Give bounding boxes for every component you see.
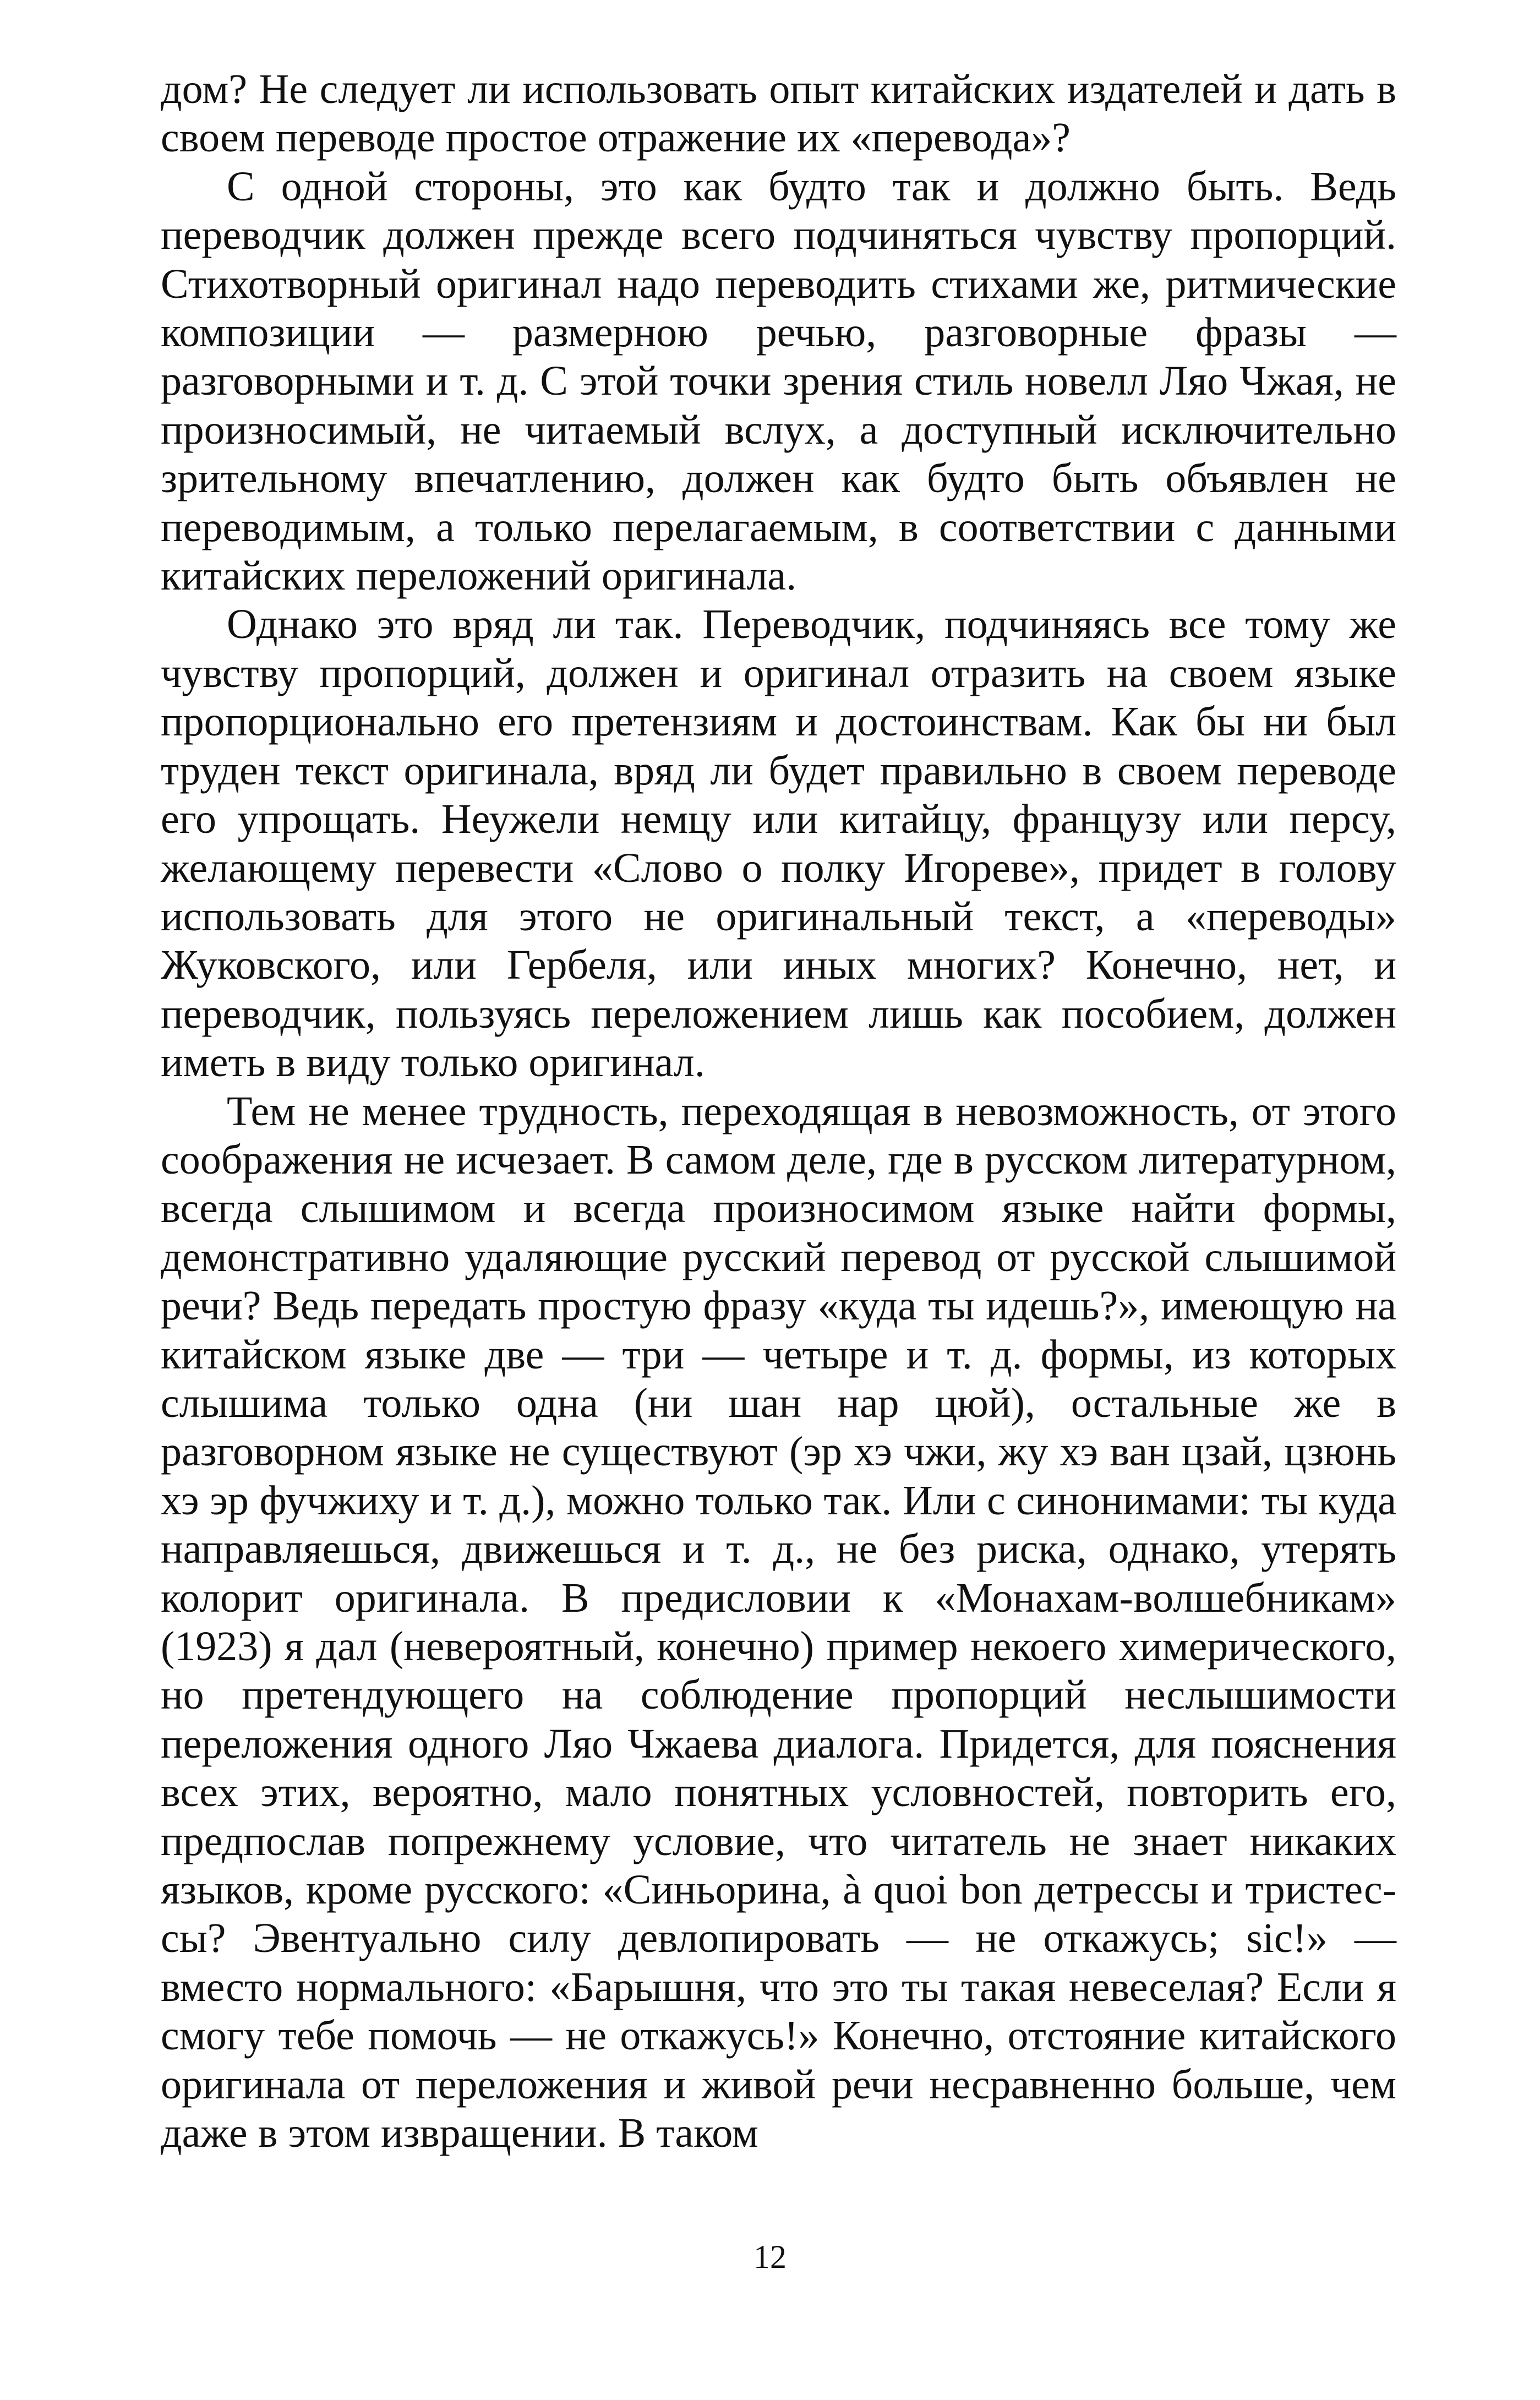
page-number: 12 — [753, 2239, 787, 2275]
paragraph: Однако это вряд ли так. Переводчик, подчиняясь все тому же чувству пропорций, должен и оригинал отразить на своем языке пропорционально его претензиям и достоинствам. Как бы ни был труден текст оригинала, вряд ли будет правильно в своем переводе его упрощать. Неужели немцу или китайцу, французу или персу, желающему перевести «Слово о полку Игореве», придет в голову использовать для этого не оригинальный текст, а «переводы» Жуковского, или Гербеля, или иных многих? Конечно, нет, и переводчик, пользуясь переложением лишь как пособием, должен иметь в виду только оригинал. — [161, 601, 1396, 1086]
paragraph: дом? Не следует ли использовать опыт китайских издателей и дать в своем переводе простое отражение их «перевода»? — [161, 66, 1396, 161]
paragraph: Тем не менее трудность, переходящая в невозможность, от этого соображения не исчезает. В самом деле, где в русском литературном, всегда слышимом и всегда произносимом языке найти формы, демонстративно удаляющие русский перевод от русской слышимой речи? Ведь передать простую фразу «куда ты идешь?», имеющую на китайском языке две — три — четыре и т. д. формы, из которых слышима только одна (ни шан нар цюй), остальные же в разговорном языке не существуют (эр хэ чжи, жу хэ ван цзай, цзюнь хэ эр фучжиху и т. д.), можно только так. Или с синонимами: ты куда направляешься, движешься и т. д., не без риска, однако, утерять колорит оригинала. В предисловии к «Монахам-волшебникам» (1923) я дал (невероятный, конечно) пример некоего химерического, но претендующего на соблюдение пропорций неслышимости переложения одного Ляо Чжаева диалога. Придется, для пояснения всех этих, вероятно, мало понятных условностей, повторить его, предпослав попрежнему условие, что читатель не знает никаких языков, кроме русского: «Синьорина, à quoi bon детрессы и тристессы? Эвентуально силу девлопировать — не откажусь; sic!» — вместо нормального: «Барышня, что это ты такая невеселая? Если я смогу тебе помочь — не откажусь!» Конечно, отстояние китайского оригинала от переложения и живой речи несравненно больше, чем даже в этом извращении. В таком — [161, 1088, 1396, 2157]
body-text — [161, 65, 1396, 2157]
paragraph: С одной стороны, это как будто так и должно быть. Ведь переводчик должен прежде всего подчиняться чувству пропорций. Стихотворный оригинал надо переводить стихами же, ритмические композиции — размерною речью, разговорные фразы — разговорными и т. д. С этой точки зрения стиль новелл Ляо Чжая, не произносимый, не читаемый вслух, а доступный исключительно зрительному впечатлению, должен как будто быть объявлен не переводимым, а только перелагаемым, в соответствии с данными китайских переложений оригинала. — [161, 163, 1396, 599]
